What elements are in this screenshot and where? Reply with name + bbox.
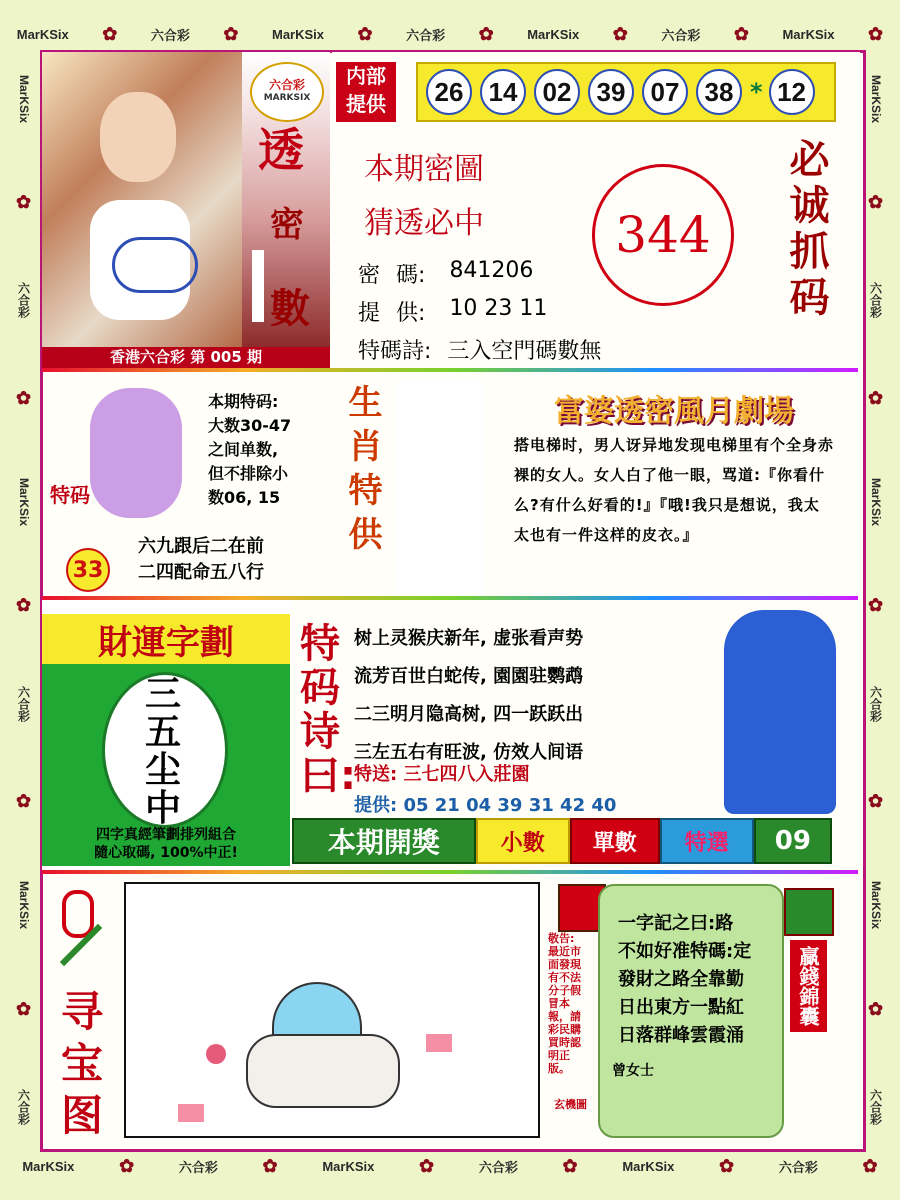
top-border-strip (0, 18, 900, 50)
poem-label: 特碼詩: (358, 339, 432, 364)
brand-text: MarKSix (17, 74, 31, 123)
drawn-number: 14 (480, 69, 526, 115)
poem-gift: 特送: 三七四八入莊園 (354, 764, 530, 785)
lottery-text: 六合彩 (868, 685, 883, 722)
flower-icon: ✿ (867, 23, 884, 44)
logo-title: 六合彩 (268, 78, 305, 92)
wealth-character: 五 (144, 712, 181, 753)
flower-icon: ✿ (14, 192, 34, 214)
number-separator: * (750, 78, 763, 106)
animal-text-line: 大数30-47 (208, 416, 292, 435)
money-label: 贏錢錦囊 (790, 940, 827, 1032)
poem-line: 流芳百世白蛇传, 園園驻鹦鹉 (354, 666, 584, 687)
wealth-box (42, 614, 290, 866)
special-number-badge: 33 (66, 548, 110, 592)
mystery-guess: 猜透必中 (364, 206, 484, 241)
bottom-border-strip (0, 1150, 900, 1182)
brand-text: MarKSix (22, 1158, 75, 1174)
wealth-panel (42, 600, 290, 870)
wealth-character: 中 (144, 788, 181, 829)
result-number: 09 (754, 818, 832, 864)
brand-text: MarKSix (869, 74, 883, 123)
lottery-text: 六合彩 (661, 27, 701, 43)
brand-text: MarKSix (271, 26, 325, 42)
mystery-symbol: 344 (592, 164, 734, 306)
poem-label-box (300, 621, 356, 799)
lottery-text: 六合彩 (178, 1159, 218, 1175)
flower-icon: ✿ (102, 23, 118, 44)
flower-icon: ✿ (862, 1155, 878, 1176)
code-label2: 碼: (396, 263, 426, 288)
lottery-text: 六合彩 (868, 282, 883, 319)
flower-icon: ✿ (262, 1155, 278, 1176)
scroll-box (598, 884, 784, 1138)
animal-bottom-line2: 二四配命五八行 (138, 562, 264, 583)
poem-label: 特码诗曰: (300, 621, 356, 799)
animal-bottom-lines (138, 534, 264, 586)
scroll-line: 一字記之曰:路 (618, 913, 734, 934)
treasure-map (124, 882, 540, 1138)
woman-figure-icon (398, 380, 482, 594)
flower-icon: ✿ (719, 1155, 735, 1176)
flower-icon: ✿ (562, 1155, 578, 1176)
source-line1: 内部 (346, 64, 386, 88)
scroll-line: 日落群峰雲霞涌 (618, 1025, 744, 1046)
wealth-title: 財運字劃 (42, 614, 290, 664)
scroll-lines (618, 910, 751, 1050)
provide-value: 10 23 11 (449, 296, 548, 321)
notice-box (548, 932, 586, 1075)
poem-value: 三入空門碼數無 (447, 339, 602, 364)
source-line2: 提供 (346, 92, 386, 116)
period-label: 香港六合彩 第 005 期 (42, 347, 330, 368)
animal-text-line: 本期特码: (208, 392, 279, 411)
drawn-number: 39 (588, 69, 634, 115)
animal-panel (42, 372, 382, 596)
top-left-panel (42, 52, 330, 368)
bottom-panel (42, 874, 858, 1144)
pig-icon (90, 388, 182, 518)
story-paragraph: 搭电梯时，男人讶异地发现电梯里有个全身赤裸的女人。女人白了他一眼，骂道:『你看什么?有什么好看的!』『哦!我只是想说，我太太也有一件这样的皮衣。』 (514, 436, 835, 544)
shirt-graphic-icon (112, 237, 198, 293)
wealth-footer-line1: 四字真經筆劃排列組合 (96, 827, 236, 843)
monkey-icon (724, 610, 836, 814)
source-label (336, 62, 396, 122)
flower-icon: ✿ (14, 387, 34, 409)
lottery-text: 六合彩 (478, 1159, 518, 1175)
notice-label: 玄機圖 (554, 1098, 587, 1111)
wealth-characters (138, 676, 188, 828)
top-right-panel (332, 52, 860, 368)
book-icon (178, 1104, 204, 1122)
code-value: 841206 (449, 258, 534, 283)
drawn-number: 38 (696, 69, 742, 115)
code-label: 密 (358, 263, 381, 288)
poem-lines (354, 620, 714, 772)
wealth-footer (42, 826, 290, 862)
special-code-label: 特码 (50, 483, 90, 507)
treasure-title: 寻宝图 (60, 987, 103, 1140)
poem-provide: 提供: 05 21 04 39 31 42 40 (354, 795, 617, 816)
animal-bottom-line1: 六九跟后二在前 (138, 536, 264, 557)
flower-icon: ✿ (14, 998, 34, 1020)
left-border-strip (8, 40, 40, 1160)
poem-line: 三左五右有旺波, 仿效人间语 (354, 742, 584, 763)
hint-white-bar (252, 250, 264, 322)
code-row (358, 258, 533, 289)
flower-icon: ✿ (866, 791, 886, 813)
brand-text: MarKSix (17, 881, 31, 930)
numbers-bar (416, 62, 836, 122)
provide-label: 提 (358, 301, 381, 326)
poem-row (358, 334, 601, 365)
book-icon (426, 1034, 452, 1052)
brand-text: MarKSix (17, 478, 31, 527)
face-icon (100, 92, 176, 182)
lottery-text: 六合彩 (778, 1159, 818, 1175)
flower-icon: ✿ (14, 791, 34, 813)
brand-text: MarKSix (527, 26, 580, 42)
flower-icon: ✿ (866, 192, 886, 214)
wealth-footer-line2: 隨心取碼, 100%中正! (94, 845, 238, 861)
lottery-logo (250, 62, 324, 122)
result-bar (292, 818, 832, 864)
hint-panel (242, 52, 330, 347)
flower-icon: ✿ (119, 1155, 135, 1176)
flower-icon: ✿ (612, 23, 628, 44)
poem-line: 二三明月隐高树, 四一跃跃出 (354, 704, 584, 725)
flower-icon: ✿ (733, 23, 749, 44)
animal-right-title: 生肖特供 (342, 384, 382, 560)
brand-text: MarKSix (869, 478, 883, 527)
hint-middle: 密 (270, 205, 304, 245)
lottery-text: 六合彩 (16, 685, 31, 722)
brand-text: MarKSix (16, 26, 69, 42)
drawn-number: 07 (642, 69, 688, 115)
story-title: 富婆透密風月劇場 (554, 394, 794, 429)
wealth-character: 三 (144, 674, 181, 715)
key-icon (52, 890, 116, 974)
result-odd: 單數 (570, 818, 660, 864)
animal-text-line: 但不排除小 (208, 464, 289, 483)
logo-subtitle: MARKSIX (263, 93, 311, 103)
animal-text (208, 390, 291, 510)
apple-icon (206, 1044, 226, 1064)
flower-icon: ✿ (419, 1155, 435, 1176)
lottery-text: 六合彩 (868, 1089, 883, 1126)
flower-icon: ✿ (357, 23, 373, 44)
brand-text: MarKSix (322, 1158, 375, 1174)
notice-title: 敬告: (548, 932, 575, 945)
model-photo (42, 52, 244, 347)
special-number: 12 (769, 69, 815, 115)
flower-icon: ✿ (14, 595, 34, 617)
result-special: 特選 (660, 818, 754, 864)
side-title: 必诚抓码 (783, 138, 829, 322)
provide-row (358, 296, 547, 327)
poem-line: 树上灵猴庆新年, 虚张看声势 (354, 628, 584, 649)
lottery-text: 六合彩 (16, 282, 31, 319)
lottery-text: 六合彩 (406, 27, 446, 43)
flower-icon: ✿ (478, 23, 494, 44)
brand-text: MarKSix (782, 26, 835, 42)
hint-top: 透 (258, 123, 304, 177)
drawn-number: 02 (534, 69, 580, 115)
animal-text-line: 之间单数, (208, 440, 279, 459)
result-small: 小數 (476, 818, 570, 864)
brand-text: MarKSix (869, 881, 883, 930)
notice-text: 最近市面發現有不法分子假冒本報，請彩民購買時認明正版。 (548, 945, 581, 1075)
story-panel (384, 372, 860, 596)
money-bag-icon (784, 888, 834, 936)
mystery-title: 本期密圖 (364, 152, 484, 187)
drawn-number: 26 (426, 69, 472, 115)
wealth-character: 尘 (144, 750, 181, 791)
hint-bottom: 數 (270, 286, 310, 332)
flower-icon: ✿ (223, 23, 239, 44)
animal-text-line: 数06, 15 (208, 488, 281, 507)
flower-icon: ✿ (866, 998, 886, 1020)
flower-icon: ✿ (866, 387, 886, 409)
provide-label2: 供: (396, 301, 426, 326)
lottery-text: 六合彩 (16, 1089, 31, 1126)
scroll-line: 日出東方一點紅 (618, 997, 744, 1018)
scroll-author: 曾女士 (612, 1063, 654, 1079)
flower-icon: ✿ (866, 595, 886, 617)
scroll-line: 發財之路全靠勤 (618, 969, 744, 990)
brand-text: MarKSix (622, 1158, 675, 1174)
scroll-line: 不如好准特碼:定 (618, 941, 752, 962)
lottery-text: 六合彩 (150, 27, 190, 43)
desk-icon (246, 1034, 400, 1108)
result-label: 本期開獎 (292, 818, 476, 864)
